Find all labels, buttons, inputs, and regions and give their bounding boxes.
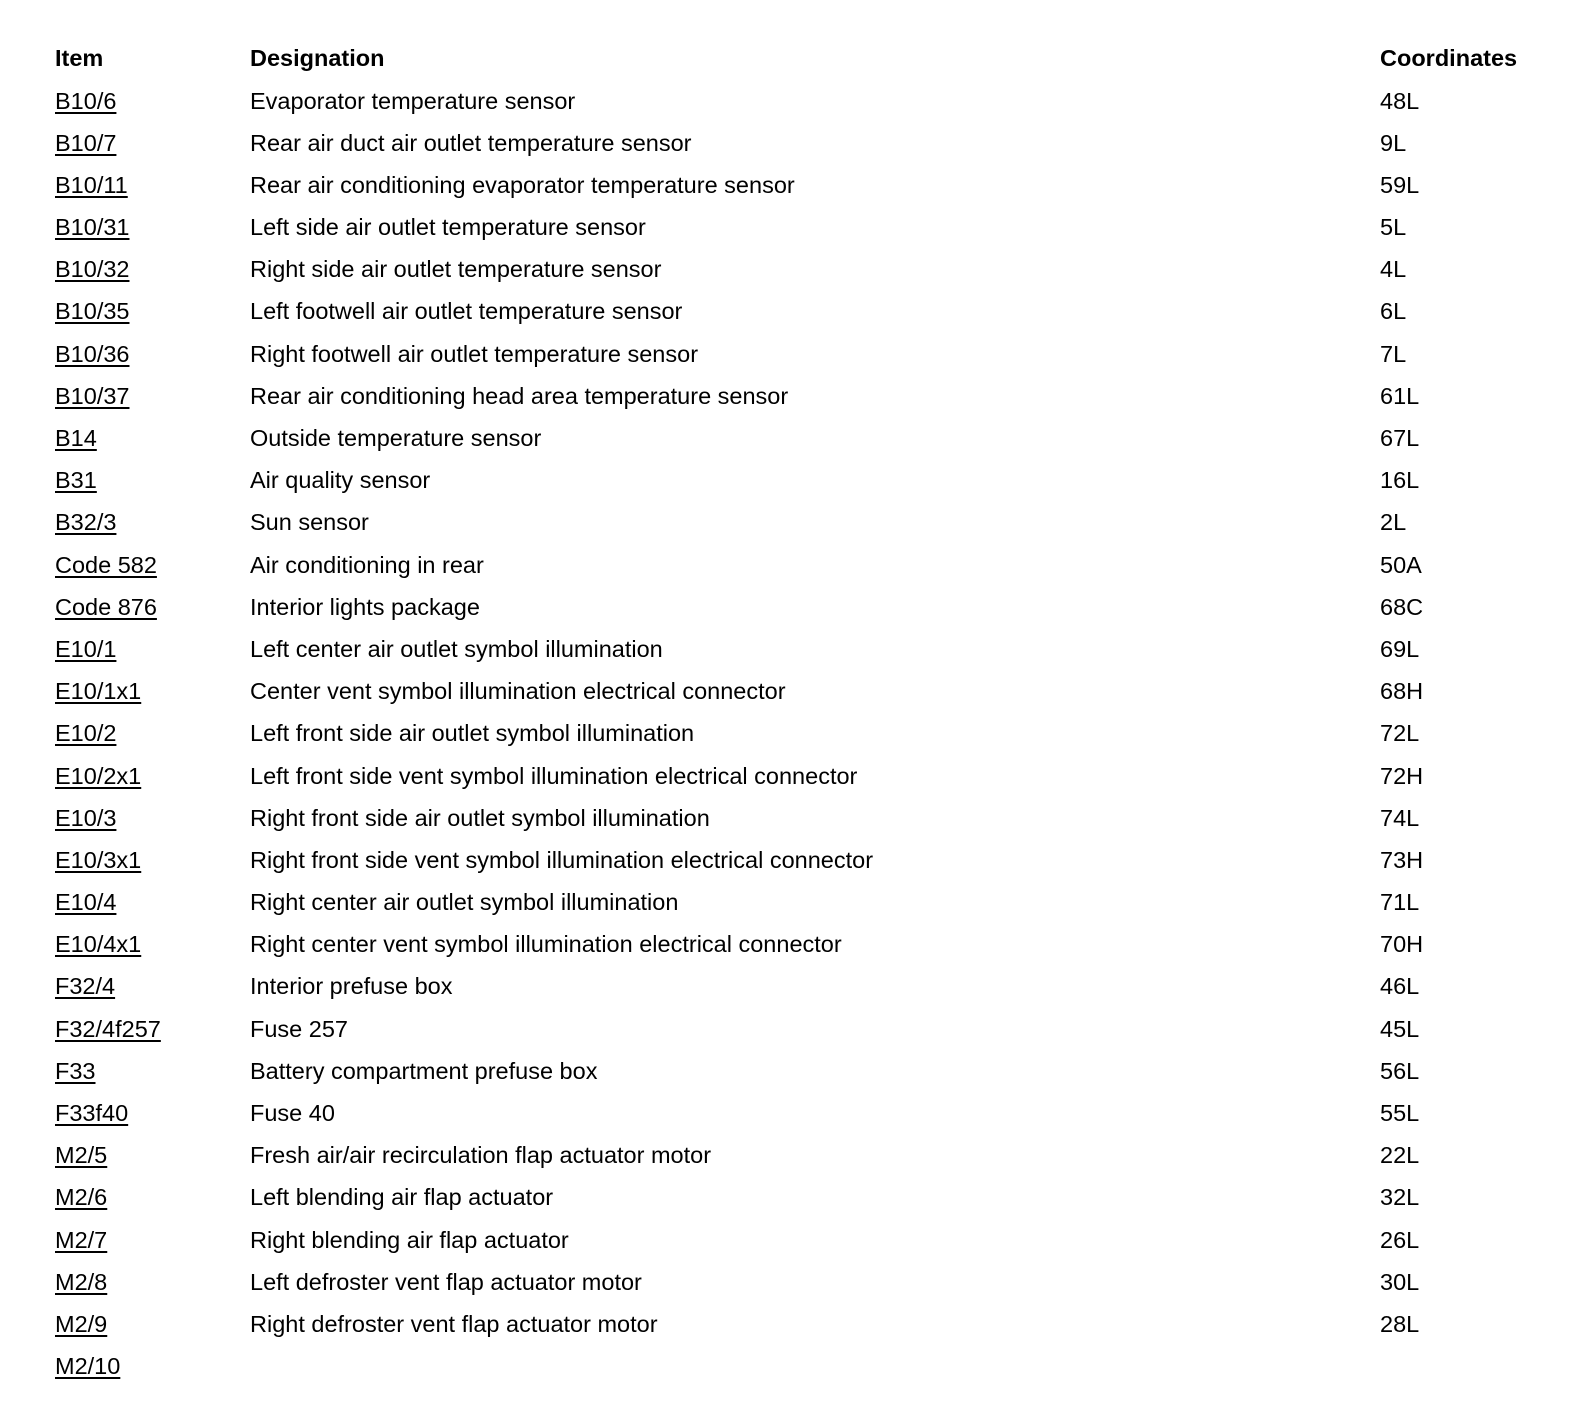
item-cell: [55, 1310, 250, 1337]
item-link[interactable]: E10/2x1: [55, 762, 142, 789]
coordinates-cell: 26L: [1380, 1226, 1420, 1253]
coordinates-cell: 45L: [1380, 1015, 1420, 1042]
item-cell: [55, 1186, 250, 1210]
item-link[interactable]: B14: [55, 425, 97, 452]
item-cell: [55, 846, 250, 873]
item-link[interactable]: E10/4: [55, 889, 117, 916]
header-designation: Designation: [250, 45, 385, 72]
table-row: [55, 671, 1545, 713]
item-link[interactable]: F32/4: [55, 973, 116, 1000]
component-legend-table: [55, 38, 1545, 1388]
table-row: [55, 1051, 1545, 1093]
item-link[interactable]: E10/2: [55, 720, 117, 747]
item-link[interactable]: M2/6: [55, 1184, 108, 1211]
coordinates-cell: 56L: [1380, 1057, 1420, 1084]
designation-cell: Outside temperature sensor: [250, 425, 542, 452]
table-row: [55, 755, 1545, 797]
designation-cell: Right center air outlet symbol illumination: [250, 889, 679, 916]
designation-cell: Left footwell air outlet temperature sensor: [250, 298, 683, 325]
item-cell: [55, 1015, 250, 1042]
coordinates-cell: 22L: [1380, 1142, 1420, 1169]
header-item: Item: [55, 45, 104, 72]
item-link[interactable]: Code 582: [55, 551, 157, 578]
item-cell: [55, 216, 250, 240]
item-link[interactable]: M2/8: [55, 1268, 108, 1295]
item-link[interactable]: Code 876: [55, 593, 157, 620]
table-body: [55, 80, 1545, 1388]
table-row: [55, 80, 1545, 122]
item-link[interactable]: B10/37: [55, 382, 130, 409]
table-row: [55, 291, 1545, 333]
table-row: [55, 1304, 1545, 1346]
coordinates-cell: 32L: [1380, 1184, 1420, 1211]
table-row: [55, 333, 1545, 375]
item-link[interactable]: E10/1x1: [55, 678, 142, 705]
designation-cell: Left front side vent symbol illumination electrical connector: [250, 762, 858, 789]
designation-cell: Left front side air outlet symbol illumination: [250, 720, 695, 747]
designation-cell: Right blending air flap actuator: [250, 1226, 569, 1253]
coordinates-cell: 68C: [1380, 593, 1424, 620]
item-link[interactable]: F33: [55, 1057, 96, 1084]
coordinates-cell: 5L: [1380, 214, 1407, 241]
item-cell: [55, 891, 250, 915]
designation-cell: Center vent symbol illumination electrical connector: [250, 678, 786, 705]
item-cell: [55, 129, 250, 156]
table-row: [55, 1261, 1545, 1303]
item-link[interactable]: B32/3: [55, 509, 117, 536]
item-cell: [55, 680, 250, 704]
coordinates-cell: 73H: [1380, 846, 1424, 873]
table-row: [55, 376, 1545, 418]
designation-cell: Fresh air/air recirculation flap actuator motor: [250, 1142, 712, 1169]
coordinates-cell: 68H: [1380, 678, 1424, 705]
item-cell: [55, 1226, 250, 1253]
coordinates-cell: 72L: [1380, 720, 1420, 747]
coordinates-cell: 16L: [1380, 467, 1420, 494]
item-link[interactable]: B10/31: [55, 214, 130, 241]
designation-cell: Air quality sensor: [250, 467, 431, 494]
table-row: [55, 249, 1545, 291]
item-cell: [55, 258, 250, 282]
designation-cell: Left center air outlet symbol illumination: [250, 635, 663, 662]
item-link[interactable]: E10/3: [55, 804, 117, 831]
table-row: [55, 1135, 1545, 1177]
item-cell: [55, 635, 250, 662]
table-row: [55, 122, 1545, 164]
coordinates-cell: 4L: [1380, 256, 1407, 283]
table-row: [55, 966, 1545, 1008]
table-row: [55, 1008, 1545, 1050]
coordinates-cell: 6L: [1380, 298, 1407, 325]
item-link[interactable]: F33f40: [55, 1100, 129, 1127]
coordinates-cell: 72H: [1380, 762, 1424, 789]
designation-cell: Right footwell air outlet temperature sensor: [250, 340, 699, 367]
table-row: [55, 544, 1545, 586]
coordinates-cell: 59L: [1380, 171, 1420, 198]
item-link[interactable]: M2/9: [55, 1310, 108, 1337]
item-link[interactable]: M2/7: [55, 1226, 108, 1253]
item-cell: [55, 762, 250, 789]
item-link[interactable]: B10/36: [55, 340, 130, 367]
designation-cell: Air conditioning in rear: [250, 551, 484, 578]
item-cell: [55, 722, 250, 746]
item-cell: [55, 1355, 250, 1379]
item-cell: [55, 593, 250, 620]
item-cell: [55, 975, 250, 999]
item-cell: [55, 1102, 250, 1126]
table-row: [55, 502, 1545, 544]
table-row: [55, 1177, 1545, 1219]
designation-cell: Rear air duct air outlet temperature sensor: [250, 129, 692, 156]
designation-cell: Rear air conditioning head area temperature sensor: [250, 382, 789, 409]
item-cell: [55, 511, 250, 535]
item-cell: [55, 382, 250, 409]
table-row: [55, 586, 1545, 628]
item-cell: [55, 804, 250, 831]
item-cell: [55, 933, 250, 957]
coordinates-cell: 48L: [1380, 87, 1420, 114]
item-link[interactable]: M2/10: [55, 1353, 121, 1380]
designation-cell: Battery compartment prefuse box: [250, 1057, 598, 1084]
item-link[interactable]: M2/5: [55, 1142, 108, 1169]
item-cell: [55, 1268, 250, 1295]
coordinates-cell: 50A: [1380, 551, 1422, 578]
coordinates-cell: 67L: [1380, 425, 1420, 452]
table-row: [55, 882, 1545, 924]
item-cell: [55, 300, 250, 324]
coordinates-cell: 2L: [1380, 509, 1407, 536]
designation-cell: Sun sensor: [250, 509, 369, 536]
designation-cell: Right front side air outlet symbol illumination: [250, 804, 710, 831]
table-row: [55, 629, 1545, 671]
header-coordinates: Coordinates: [1380, 45, 1518, 72]
designation-cell: Left defroster vent flap actuator motor: [250, 1268, 642, 1295]
designation-cell: Right front side vent symbol illumination electrical connector: [250, 846, 874, 873]
table-row: [55, 1219, 1545, 1261]
table-row: [55, 924, 1545, 966]
item-link[interactable]: B10/11: [55, 171, 128, 198]
item-link[interactable]: F32/4f257: [55, 1015, 161, 1042]
coordinates-cell: 7L: [1380, 340, 1407, 367]
coordinates-cell: 69L: [1380, 635, 1420, 662]
item-link[interactable]: B10/35: [55, 298, 130, 325]
designation-cell: Interior lights package: [250, 593, 480, 620]
table-row: [55, 1346, 1545, 1388]
item-link[interactable]: B10/7: [55, 129, 117, 156]
item-link[interactable]: E10/3x1: [55, 846, 142, 873]
item-link[interactable]: B10/6: [55, 87, 117, 114]
table-header-row: [55, 38, 1545, 80]
coordinates-cell: 71L: [1380, 889, 1420, 916]
item-cell: [55, 171, 250, 198]
item-cell: [55, 87, 250, 114]
item-link[interactable]: E10/4x1: [55, 931, 142, 958]
item-link[interactable]: B10/32: [55, 256, 130, 283]
item-cell: [55, 1144, 250, 1168]
item-cell: [55, 551, 250, 578]
designation-cell: Rear air conditioning evaporator temperature sensor: [250, 171, 795, 198]
designation-cell: Evaporator temperature sensor: [250, 87, 576, 114]
designation-cell: Left side air outlet temperature sensor: [250, 214, 646, 241]
coordinates-cell: 9L: [1380, 129, 1407, 156]
table-row: [55, 418, 1545, 460]
designation-cell: Left blending air flap actuator: [250, 1184, 554, 1211]
designation-cell: Right center vent symbol illumination electrical connector: [250, 931, 842, 958]
table-row: [55, 165, 1545, 207]
item-cell: [55, 1057, 250, 1084]
coordinates-cell: 70H: [1380, 931, 1424, 958]
item-cell: [55, 469, 250, 493]
designation-cell: Fuse 40: [250, 1100, 335, 1127]
designation-cell: Right defroster vent flap actuator motor: [250, 1310, 658, 1337]
table-row: [55, 207, 1545, 249]
coordinates-cell: 46L: [1380, 973, 1420, 1000]
table-row: [55, 460, 1545, 502]
item-link[interactable]: B31: [55, 467, 97, 494]
coordinates-cell: 30L: [1380, 1268, 1420, 1295]
designation-cell: Interior prefuse box: [250, 973, 453, 1000]
item-link[interactable]: E10/1: [55, 635, 117, 662]
coordinates-cell: 61L: [1380, 382, 1420, 409]
coordinates-cell: 28L: [1380, 1310, 1420, 1337]
coordinates-cell: 74L: [1380, 804, 1420, 831]
table-row: [55, 840, 1545, 882]
designation-cell: Right side air outlet temperature sensor: [250, 256, 662, 283]
item-cell: [55, 340, 250, 367]
item-cell: [55, 427, 250, 451]
table-row: [55, 797, 1545, 839]
table-row: [55, 1093, 1545, 1135]
coordinates-cell: 55L: [1380, 1100, 1420, 1127]
table-row: [55, 713, 1545, 755]
designation-cell: Fuse 257: [250, 1015, 348, 1042]
